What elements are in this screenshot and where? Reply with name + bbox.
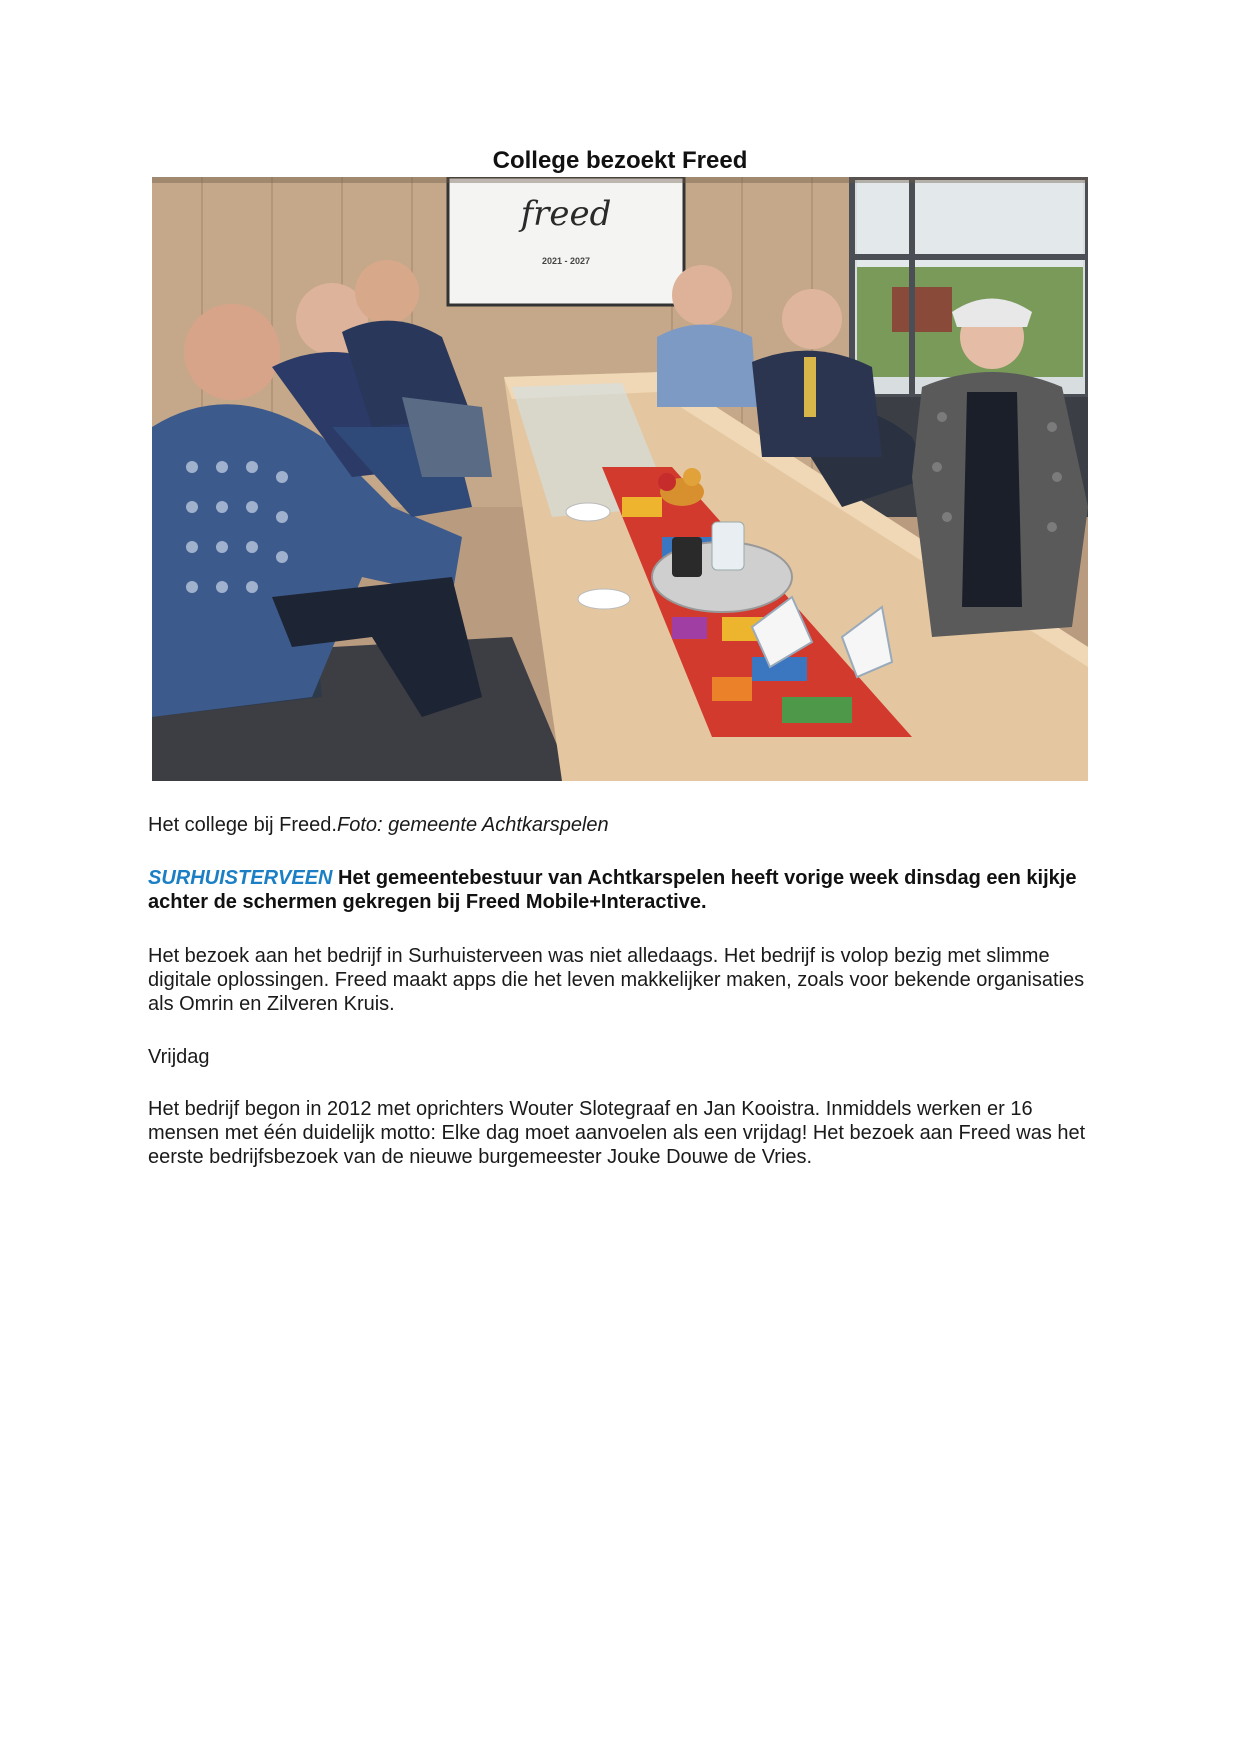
article-title: College bezoekt Freed (492, 147, 748, 174)
photo-caption (148, 813, 609, 837)
article-lead (148, 866, 1088, 914)
article-photo (152, 177, 1088, 781)
caption-text: Het college bij Freed. (148, 814, 337, 836)
screen-logo-text: freed (520, 194, 612, 234)
article-paragraph-1: Het bezoek aan het bedrijf in Surhuisterveen was niet alledaags. Het bedrijf is volop bezig met slimme digitale oplossingen. Freed maakt apps die het leven makkelijker maken, zoals voor bekende organisaties als Omrin en Zilveren Kruis. (148, 945, 1085, 1015)
photo-credit: Foto: gemeente Achtkarspelen (336, 814, 609, 836)
dateline-place: SURHUISTERVEEN (148, 867, 333, 889)
article-paragraph-2: Het bedrijf begon in 2012 met oprichters Wouter Slotegraaf en Jan Kooistra. Inmiddels werken er 16 mensen met één duidelijk motto: Elke dag moet aanvoelen als een vrijdag! Het bezoek aan Freed was het eerste bedrijfsbezoek van de nieuwe burgemeester Jouke Douwe de Vries. (148, 1098, 1086, 1168)
screen-years-text: 2021 - 2027 (541, 256, 591, 266)
article-subheading: Vrijdag (148, 1046, 210, 1068)
lead-text: Het gemeentebestuur van Achtkarspelen heeft vorige week dinsdag een kijkje achter de schermen gekregen bij Freed Mobile+Interactive. (148, 867, 1077, 913)
